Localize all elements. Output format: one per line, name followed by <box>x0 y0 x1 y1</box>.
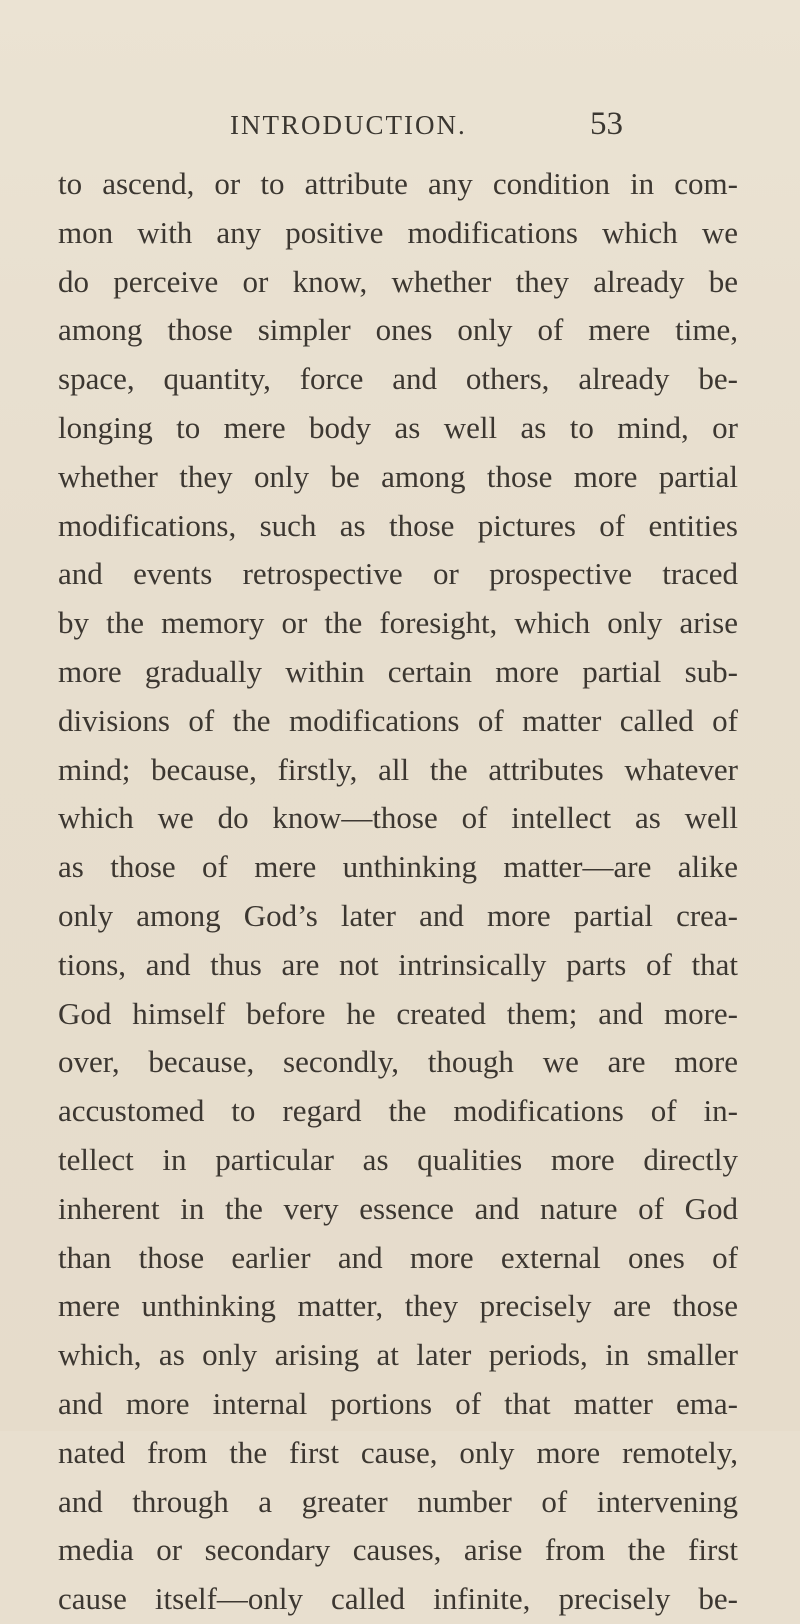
text-line: and more internal portions of that matter ema- <box>58 1385 738 1421</box>
text-line: tellect in particular as qualities more directly <box>58 1141 738 1177</box>
text-line: mon with any positive modifications which we <box>58 214 738 250</box>
text-line: media or secondary causes, arise from the first <box>58 1532 738 1568</box>
page-number: 53 <box>590 106 623 142</box>
text-line: space, quantity, force and others, already be- <box>58 361 738 397</box>
text-line: do perceive or know, whether they already be <box>58 263 738 299</box>
text-line: and through a greater number of intervening <box>58 1483 738 1519</box>
text-line: God himself before he created them; and more- <box>58 995 738 1031</box>
page-header <box>0 104 800 144</box>
text-line: whether they only be among those more partial <box>58 458 738 494</box>
text-line: among those simpler ones only of mere time, <box>58 312 738 348</box>
text-line: which, as only arising at later periods, in smaller <box>58 1337 738 1373</box>
text-line: only among God’s later and more partial crea- <box>58 897 738 933</box>
text-line: mind; because, firstly, all the attributes whatever <box>58 751 738 787</box>
text-line: cause itself—only called infinite, precisely be- <box>58 1581 738 1617</box>
text-line: more gradually within certain more partial sub- <box>58 653 738 689</box>
text-line: than those earlier and more external ones of <box>58 1239 738 1275</box>
text-line: accustomed to regard the modifications of in- <box>58 1093 738 1129</box>
text-line: by the memory or the foresight, which only arise <box>58 605 738 641</box>
text-line: divisions of the modifications of matter called of <box>58 702 738 738</box>
text-line: which we do know—those of intellect as well <box>58 800 738 836</box>
text-line: nated from the first cause, only more remotely, <box>58 1434 738 1470</box>
text-line: and events retrospective or prospective traced <box>58 556 738 592</box>
text-line: inherent in the very essence and nature of God <box>58 1190 738 1226</box>
text-line: tions, and thus are not intrinsically parts of that <box>58 946 738 982</box>
text-line: modifications, such as those pictures of entities <box>58 507 738 543</box>
running-head: INTRODUCTION. <box>230 110 467 140</box>
body-text <box>58 160 738 1624</box>
text-line: longing to mere body as well as to mind, or <box>58 409 738 445</box>
text-line: over, because, secondly, though we are more <box>58 1044 738 1080</box>
text-line: mere unthinking matter, they precisely are those <box>58 1288 738 1324</box>
text-line: as those of mere unthinking matter—are alike <box>58 849 738 885</box>
text-line: to ascend, or to attribute any condition in com- <box>58 166 738 201</box>
